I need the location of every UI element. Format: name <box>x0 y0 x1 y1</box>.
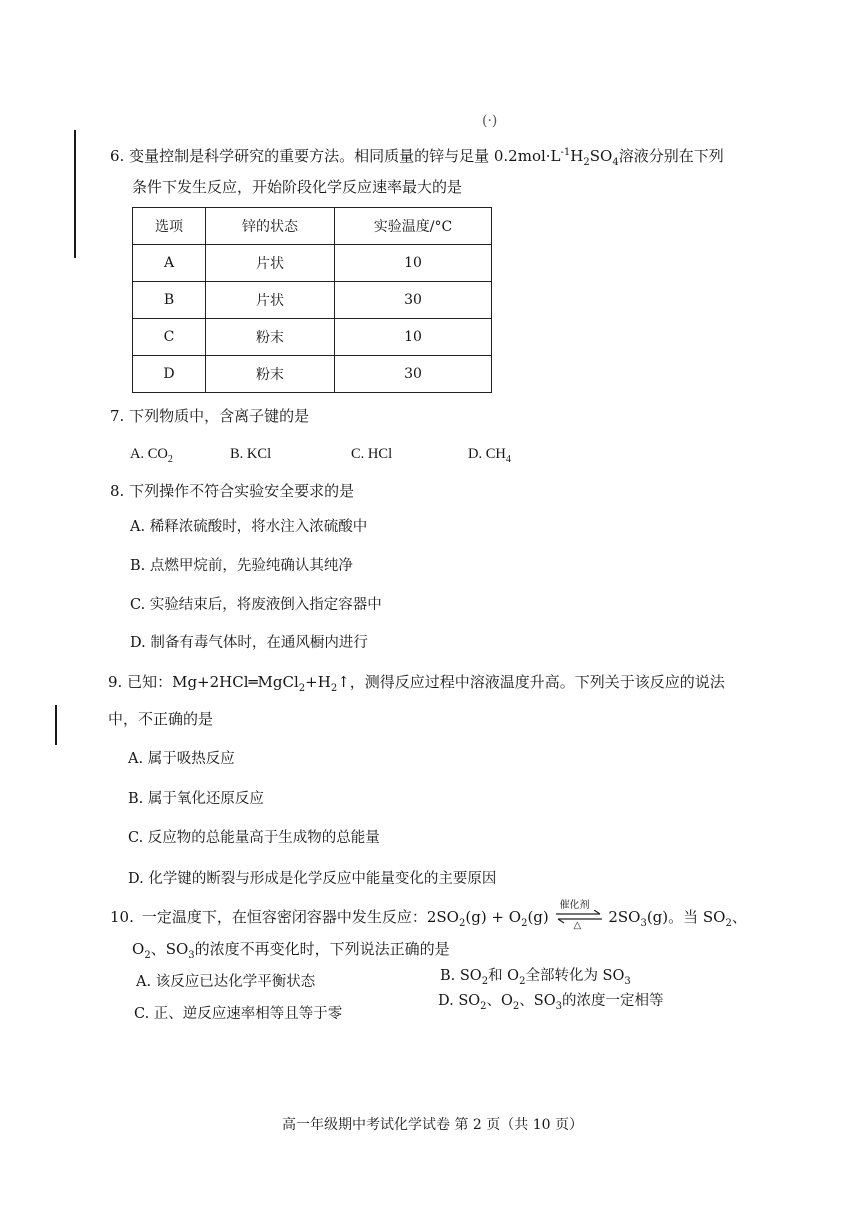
table-cell: A <box>133 245 206 282</box>
question-10-option-d <box>438 991 664 1011</box>
question-9-stem-part1: 已知：Mg+2HCl═MgCl <box>127 673 299 691</box>
question-8-option-d: D. 制备有毒气体时，在通风橱内进行 <box>130 635 368 651</box>
question-7-text: 下列物质中，含离子键的是 <box>129 407 310 425</box>
question-10-stem-part3: (g) <box>527 908 549 926</box>
question-8-stem <box>110 481 354 501</box>
question-10-sub: 3 <box>188 950 195 961</box>
question-10-sub: 2 <box>521 918 528 929</box>
table-header-cell: 锌的状态 <box>206 208 335 245</box>
question-10-line2 <box>132 939 450 959</box>
question-8-number: 8. <box>110 482 125 500</box>
question-9-number: 9. <box>108 673 123 691</box>
question-9-option-b: B. 属于氧化还原反应 <box>128 791 264 807</box>
table-row <box>133 282 492 319</box>
question-6-line2: 条件下发生反应，开始阶段化学反应速率最大的是 <box>132 178 463 196</box>
question-10-sub: 3 <box>640 918 647 929</box>
question-10-option-c: C. 正、逆反应速率相等且等于零 <box>134 1006 343 1022</box>
question-6-sup: -1 <box>560 147 571 158</box>
heat-label: △ <box>573 920 582 931</box>
option-text: 全部转化为 SO <box>525 968 625 984</box>
question-7-option-b: B. KCl <box>230 446 272 462</box>
question-10-sub: 2 <box>144 950 151 961</box>
option-text: D. CH <box>468 446 506 462</box>
question-10-stem-part5: (g)。当 SO <box>646 908 726 926</box>
table-cell: B <box>133 282 206 319</box>
table-header-cell: 实验温度/°C <box>335 208 492 245</box>
question-10-line2-part1: O <box>132 940 145 958</box>
table-cell: 粉末 <box>206 356 335 393</box>
table-cell: 粉末 <box>206 319 335 356</box>
question-9-line2: 中，不正确的是 <box>108 710 214 728</box>
question-8-option-a: A. 稀释浓硫酸时，将水注入浓硫酸中 <box>130 519 368 535</box>
margin-mark-mid <box>55 705 57 745</box>
option-text: 、SO <box>519 993 556 1009</box>
question-10-sub: 2 <box>725 918 732 929</box>
question-8-option-b: B. 点燃甲烷前，先验纯确认其纯净 <box>130 558 353 574</box>
table-cell: 30 <box>335 356 492 393</box>
question-9-sub1: 2 <box>298 683 306 694</box>
question-6-sub2: 4 <box>612 157 619 168</box>
option-sub: 2 <box>481 975 489 987</box>
question-10-stem-part4: 2SO <box>608 908 641 926</box>
question-9-line1 <box>108 672 725 692</box>
table-cell: 片状 <box>206 282 335 319</box>
option-sub: 2 <box>512 1000 520 1012</box>
question-7-option-d <box>468 444 511 464</box>
question-9-stem-part2: +H <box>305 673 331 691</box>
question-7-number: 7. <box>110 407 125 425</box>
catalyst-label: 催化剂 <box>559 900 590 911</box>
question-10-stem-part1: 一定温度下，在恒容密闭容器中发生反应：2SO <box>141 908 459 926</box>
table-cell: 30 <box>335 282 492 319</box>
table-row <box>133 245 492 282</box>
table-cell: D <box>133 356 206 393</box>
table-row <box>133 319 492 356</box>
question-10-stem-part6: 、 <box>731 908 747 926</box>
question-6-stem-part1: 变量控制是科学研究的重要方法。相同质量的锌与足量 0.2mol·L <box>129 147 561 165</box>
table-cell: 10 <box>335 245 492 282</box>
page-mark: (·) <box>482 113 498 129</box>
option-sub: 2 <box>167 453 173 465</box>
option-sub: 4 <box>505 453 511 465</box>
question-10-option-a: A. 该反应已达化学平衡状态 <box>136 974 316 990</box>
option-text: 和 O <box>488 968 520 984</box>
table-cell: C <box>133 319 206 356</box>
option-text: D. SO <box>438 993 481 1009</box>
question-6-stem-part2: H <box>570 147 584 165</box>
option-sub: 3 <box>624 975 631 987</box>
question-7-stem <box>110 406 309 426</box>
question-9-sub2: 2 <box>330 683 338 694</box>
option-text: A. CO <box>130 446 168 462</box>
option-sub: 2 <box>480 1000 487 1012</box>
question-10-line2-part3: 的浓度不再变化时，下列说法正确的是 <box>194 940 450 958</box>
question-6-sub1: 2 <box>583 157 590 168</box>
question-6-number: 6. <box>110 147 125 165</box>
table-header-row <box>133 208 492 245</box>
question-7-option-c: C. HCl <box>351 446 393 462</box>
question-10-stem-part2: (g) + O <box>465 908 522 926</box>
table-header-cell: 选项 <box>133 208 206 245</box>
question-9-option-d: D. 化学键的断裂与形成是化学反应中能量变化的主要原因 <box>128 871 497 887</box>
table-row <box>133 356 492 393</box>
question-10-line1 <box>110 900 747 931</box>
question-10-number: 10. <box>110 908 134 926</box>
question-6-table <box>132 207 492 393</box>
question-6-stem-part4: 溶液分别在下列 <box>618 147 724 165</box>
question-9-option-c: C. 反应物的总能量高于生成物的总能量 <box>128 830 380 846</box>
page-footer: 高一年级期中考试化学试卷 第 2 页（共 10 页） <box>282 1117 583 1133</box>
question-6-line1 <box>110 146 724 166</box>
question-8-text: 下列操作不符合实验安全要求的是 <box>129 482 355 500</box>
option-text: B. SO <box>440 968 482 984</box>
question-9-stem-part3: ↑，测得反应过程中溶液温度升高。下列关于该反应的说法 <box>337 673 725 691</box>
margin-mark-top <box>74 130 76 258</box>
question-10-sub: 2 <box>458 918 466 929</box>
option-sub: 3 <box>555 1000 562 1012</box>
question-10-line2-part2: 、SO <box>150 940 189 958</box>
question-9-option-a: A. 属于吸热反应 <box>128 751 235 767</box>
reversible-arrow <box>554 900 604 931</box>
option-text: 的浓度一定相等 <box>562 993 664 1009</box>
option-sub: 2 <box>519 975 526 987</box>
question-7-option-a <box>130 444 173 464</box>
question-6-stem-part3: SO <box>589 147 613 165</box>
table-cell: 10 <box>335 319 492 356</box>
table-cell: 片状 <box>206 245 335 282</box>
question-8-option-c: C. 实验结束后，将废液倒入指定容器中 <box>130 597 382 613</box>
question-10-option-b <box>440 966 631 986</box>
option-text: 、O <box>486 993 513 1009</box>
